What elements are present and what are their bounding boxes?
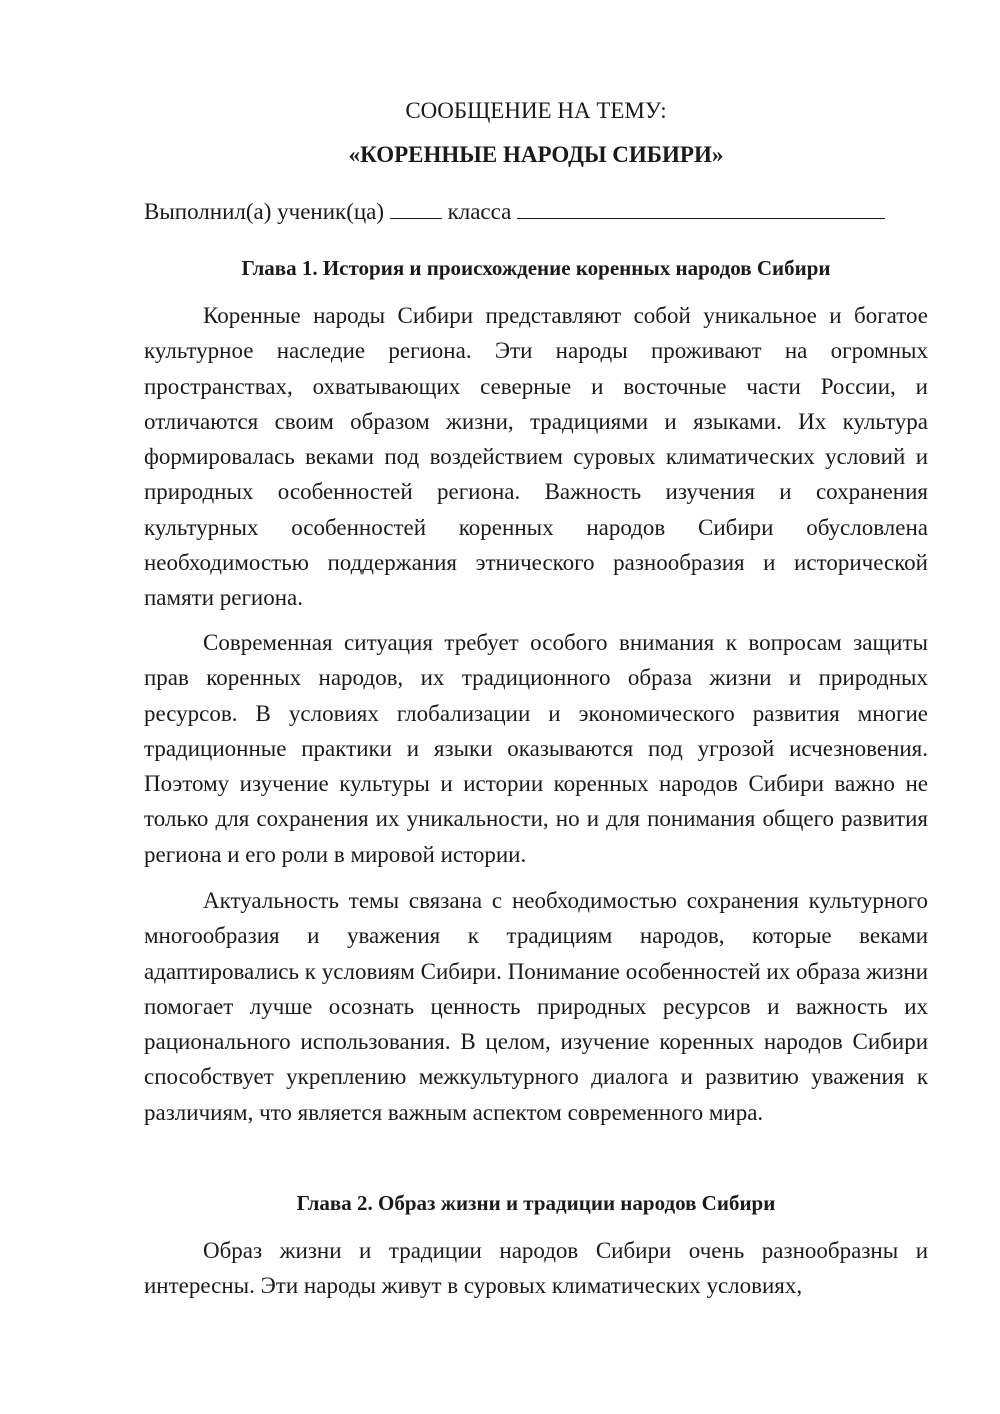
name-blank-field <box>517 196 885 219</box>
document-title-line-2: «КОРЕННЫЕ НАРОДЫ СИБИРИ» <box>348 142 724 167</box>
chapter-1-heading: Глава 1. История и происхождение коренных народов Сибири <box>241 256 831 280</box>
document-title-line-1: СООБЩЕНИЕ НА ТЕМУ: <box>405 98 667 123</box>
class-blank-field <box>390 196 442 219</box>
chapter-1-paragraph-1: Коренные народы Сибири представляют собой уникальное и богатое культурное наследие региона. Эти народы проживают на огромных пространствах, охватывающих северные и восточные части России, и отличаются своим образом жизни, традициями и языками. Их культура формировалась веками под воздействием суровых климатических условий и природных особенностей региона. Важность изучения и сохранения культурных особенностей коренных народов Сибири обусловлена необходимостью поддержания этнического разнообразия и исторической памяти региона. <box>144 303 928 611</box>
author-line <box>144 196 928 227</box>
chapter-2-paragraph-1: Образ жизни и традиции народов Сибири очень разнообразны и интересны. Эти народы живут в суровых климатических условиях, <box>144 1238 928 1299</box>
chapter-2-heading: Глава 2. Образ жизни и традиции народов Сибири <box>296 1191 776 1215</box>
author-prefix: Выполнил(а) ученик(ца) <box>144 199 385 224</box>
chapter-1-paragraph-2: Современная ситуация требует особого внимания к вопросам защиты прав коренных народов, их традиционного образа жизни и природных ресурсов. В условиях глобализации и экономического развития многие традиционные практики и языки оказываются под угрозой исчезновения. Поэтому изучение культуры и истории коренных народов Сибири важно не только для сохранения их уникальности, но и для понимания общего развития региона и его роли в мировой истории. <box>144 630 928 867</box>
author-middle: класса <box>447 199 512 224</box>
chapter-1-paragraph-3: Актуальность темы связана с необходимостью сохранения культурного многообразия и уважения к традициям народов, которые веками адаптировались к условиям Сибири. Понимание особенностей их образа жизни помогает лучше осознать ценность природных ресурсов и важность их рационального использования. В целом, изучение коренных народов Сибири способствует укреплению межкультурного диалога и развитию уважения к различиям, что является важным аспектом современного мира. <box>144 888 928 1125</box>
